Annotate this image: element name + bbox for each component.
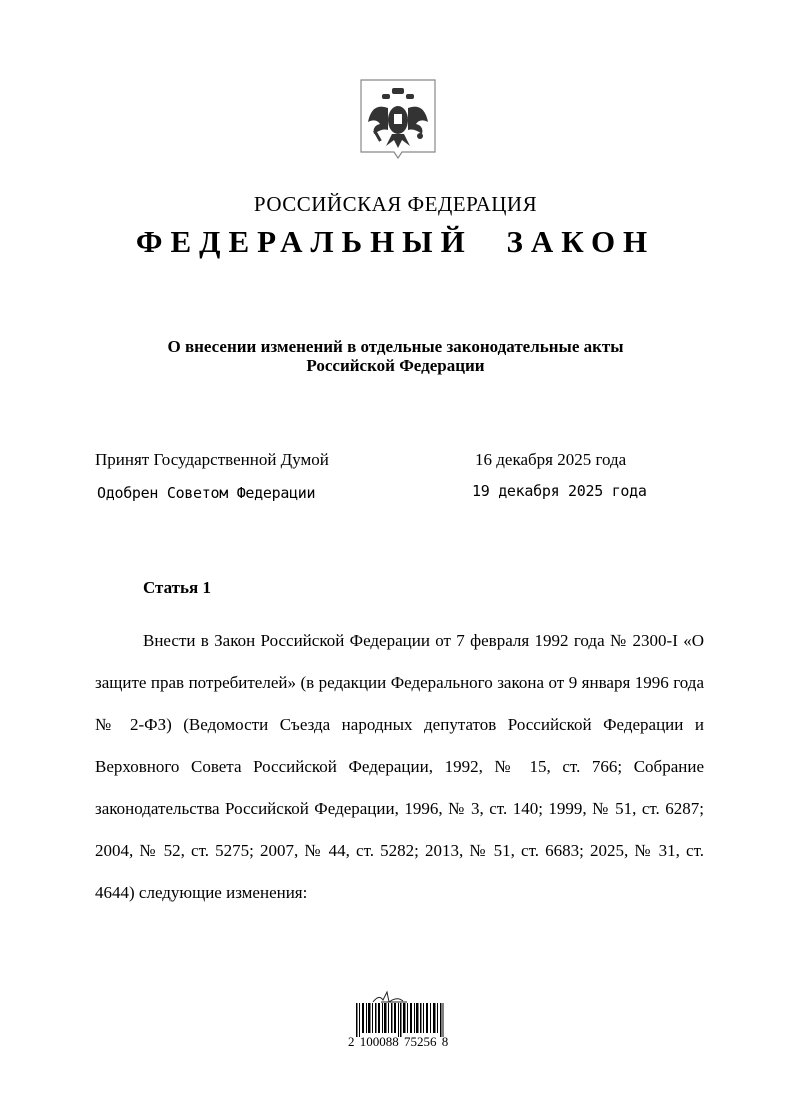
document-type-title: ФЕДЕРАЛЬНЫЙ ЗАКОН [135, 224, 656, 259]
law-subject-line2: Российской Федерации [306, 356, 485, 375]
approved-date: 19 декабря 2025 года [472, 482, 647, 500]
law-subject [0, 337, 791, 375]
article-title: Статья 1 [143, 578, 211, 597]
adopted-date: 16 декабря 2025 года [475, 450, 627, 469]
adopted-by-duma-label: Принят Государственной Думой [95, 450, 329, 469]
signature-mark-icon [367, 990, 427, 1004]
barcode-icon [356, 1003, 444, 1037]
article-body: Внести в Закон Российской Федерации от 7 февраля 1992 года № 2300-I «О защите прав потребителей» (в редакции Федерального закона от 9 января 1996 года № 2-ФЗ) (Ведомости Съезда народных депутатов Российской Федерации и Верховного Совета Российской Федерации, 1992, № 15, ст. 766; Собрание законодательства Российской Федерации, 1996, № 3, ст. 140; 1999, № 51, ст. 6287; 2004, № 52, ст. 5275; 2007, № 44, ст. 5282; 2013, № 51, ст. 6683; 2025, № 31, ст. 4644) следующие изменения: [95, 631, 704, 902]
coat-of-arms-icon [358, 78, 438, 170]
law-subject-line1: О внесении изменений в отдельные законодательные акты [167, 337, 624, 356]
barcode-number: 2 100088 75256 8 [348, 1034, 449, 1049]
approved-by-council-label: Одобрен Советом Федерации [97, 484, 316, 502]
country-name: РОССИЙСКАЯ ФЕДЕРАЦИЯ [253, 192, 538, 216]
